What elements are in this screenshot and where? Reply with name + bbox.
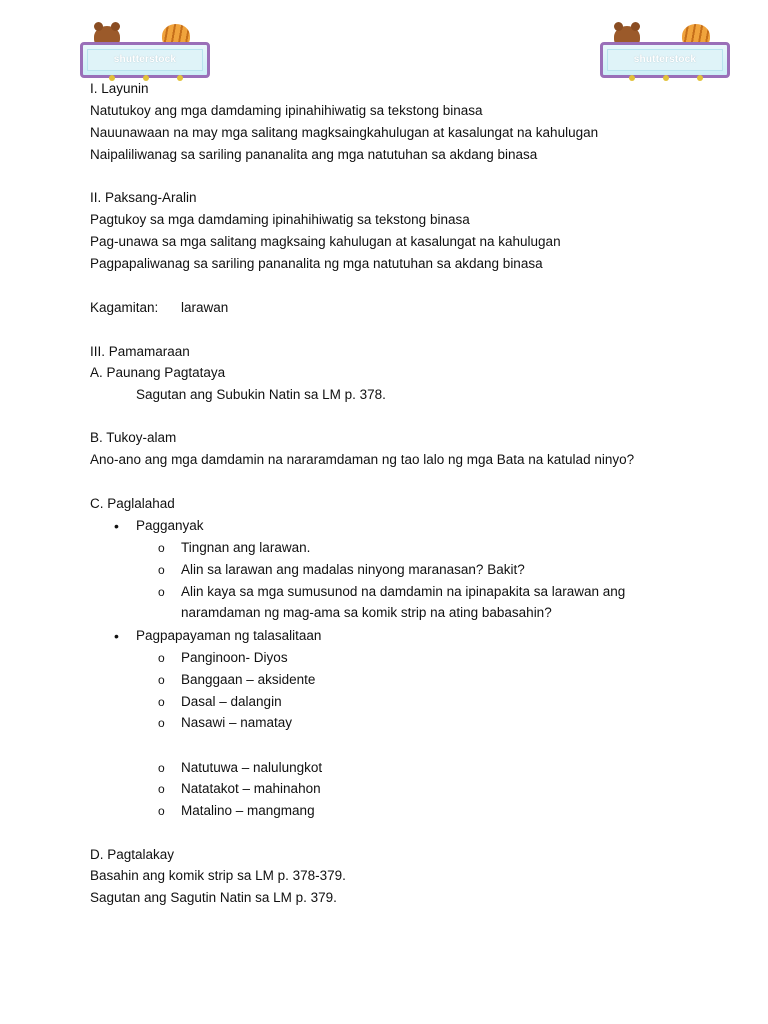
subsection-heading-c: C. Paglalahad (90, 496, 175, 511)
bullet-circle-icon: o (158, 761, 165, 775)
section-heading-pamamaraan: III. Pamamaraan (90, 344, 190, 359)
left-banner-image (78, 24, 210, 76)
banner-frame (600, 42, 730, 78)
vocab-item: Panginoon- Diyos (181, 650, 288, 665)
subsection-heading-b: B. Tukoy-alam (90, 430, 177, 445)
bullet-circle-icon: o (158, 695, 165, 709)
sub-bullet-item: Alin kaya sa mga sumusunod na damdamin na ipinapakita sa larawan ang (181, 584, 626, 599)
topic-line: Pag-unawa sa mga salitang magksaing kahulugan at kasalungat na kahulugan (90, 234, 561, 249)
materials-value: larawan (181, 300, 229, 315)
subsection-b-text: Ano-ano ang mga damdamin na nararamdaman ng tao lalo ng mga Bata na katulad ninyo? (90, 452, 635, 467)
bullet-circle-icon: o (158, 782, 165, 796)
bullet-item: Pagpapayaman ng talasalitaan (136, 628, 322, 643)
banner-frame (80, 42, 210, 78)
objective-line: Nauunawaan na may mga salitang magksaingkahulugan at kasalungat na kahulugan (90, 125, 599, 140)
bullet-circle-icon: o (158, 585, 165, 599)
bullet-circle-icon: o (158, 651, 165, 665)
antonym-item: Natutuwa – nalulungkot (181, 760, 323, 775)
subsection-a-text: Sagutan ang Subukin Natin sa LM p. 378. (136, 387, 386, 402)
vocab-item: Banggaan – aksidente (181, 672, 316, 687)
topic-line: Pagtukoy sa mga damdaming ipinahihiwatig sa tekstong binasa (90, 212, 470, 227)
vocab-item: Nasawi – namatay (181, 715, 293, 730)
discussion-line: Basahin ang komik strip sa LM p. 378-379. (90, 868, 346, 883)
sub-bullet-item-continuation: naramdaman ng mag-ama sa komik strip na ating babasahin? (181, 605, 552, 620)
bullet-dot-icon: • (114, 518, 119, 534)
watermark-text: shutterstock (633, 54, 697, 65)
section-heading-layunin: I. Layunin (90, 81, 149, 96)
bullet-dot-icon: • (114, 628, 119, 644)
discussion-line: Sagutan ang Sagutin Natin sa LM p. 379. (90, 890, 337, 905)
bullet-circle-icon: o (158, 804, 165, 818)
subsection-heading-a: A. Paunang Pagtataya (90, 365, 226, 380)
right-banner-image (598, 24, 730, 76)
antonym-item: Natatakot – mahinahon (181, 781, 321, 796)
materials-row (90, 298, 228, 320)
subsection-heading-d: D. Pagtalakay (90, 847, 175, 862)
objective-line: Natutukoy ang mga damdaming ipinahihiwatig sa tekstong binasa (90, 103, 483, 118)
section-heading-paksang-aralin: II. Paksang-Aralin (90, 190, 197, 205)
sub-bullet-item: Tingnan ang larawan. (181, 540, 311, 555)
bullet-item: Pagganyak (136, 518, 204, 533)
topic-line: Pagpapaliwanag sa sariling pananalita ng mga natutuhan sa akdang binasa (90, 256, 543, 271)
materials-label: Kagamitan: (90, 300, 159, 315)
antonym-item: Matalino – mangmang (181, 803, 315, 818)
bullet-circle-icon: o (158, 541, 165, 555)
bullet-circle-icon: o (158, 716, 165, 730)
vocab-item: Dasal – dalangin (181, 694, 282, 709)
bullet-circle-icon: o (158, 673, 165, 687)
bullet-circle-icon: o (158, 563, 165, 577)
objective-line: Naipaliliwanag sa sariling pananalita ang mga natutuhan sa akdang binasa (90, 147, 538, 162)
watermark-text: shutterstock (113, 54, 177, 65)
sub-bullet-item: Alin sa larawan ang madalas ninyong maranasan? Bakit? (181, 562, 525, 577)
